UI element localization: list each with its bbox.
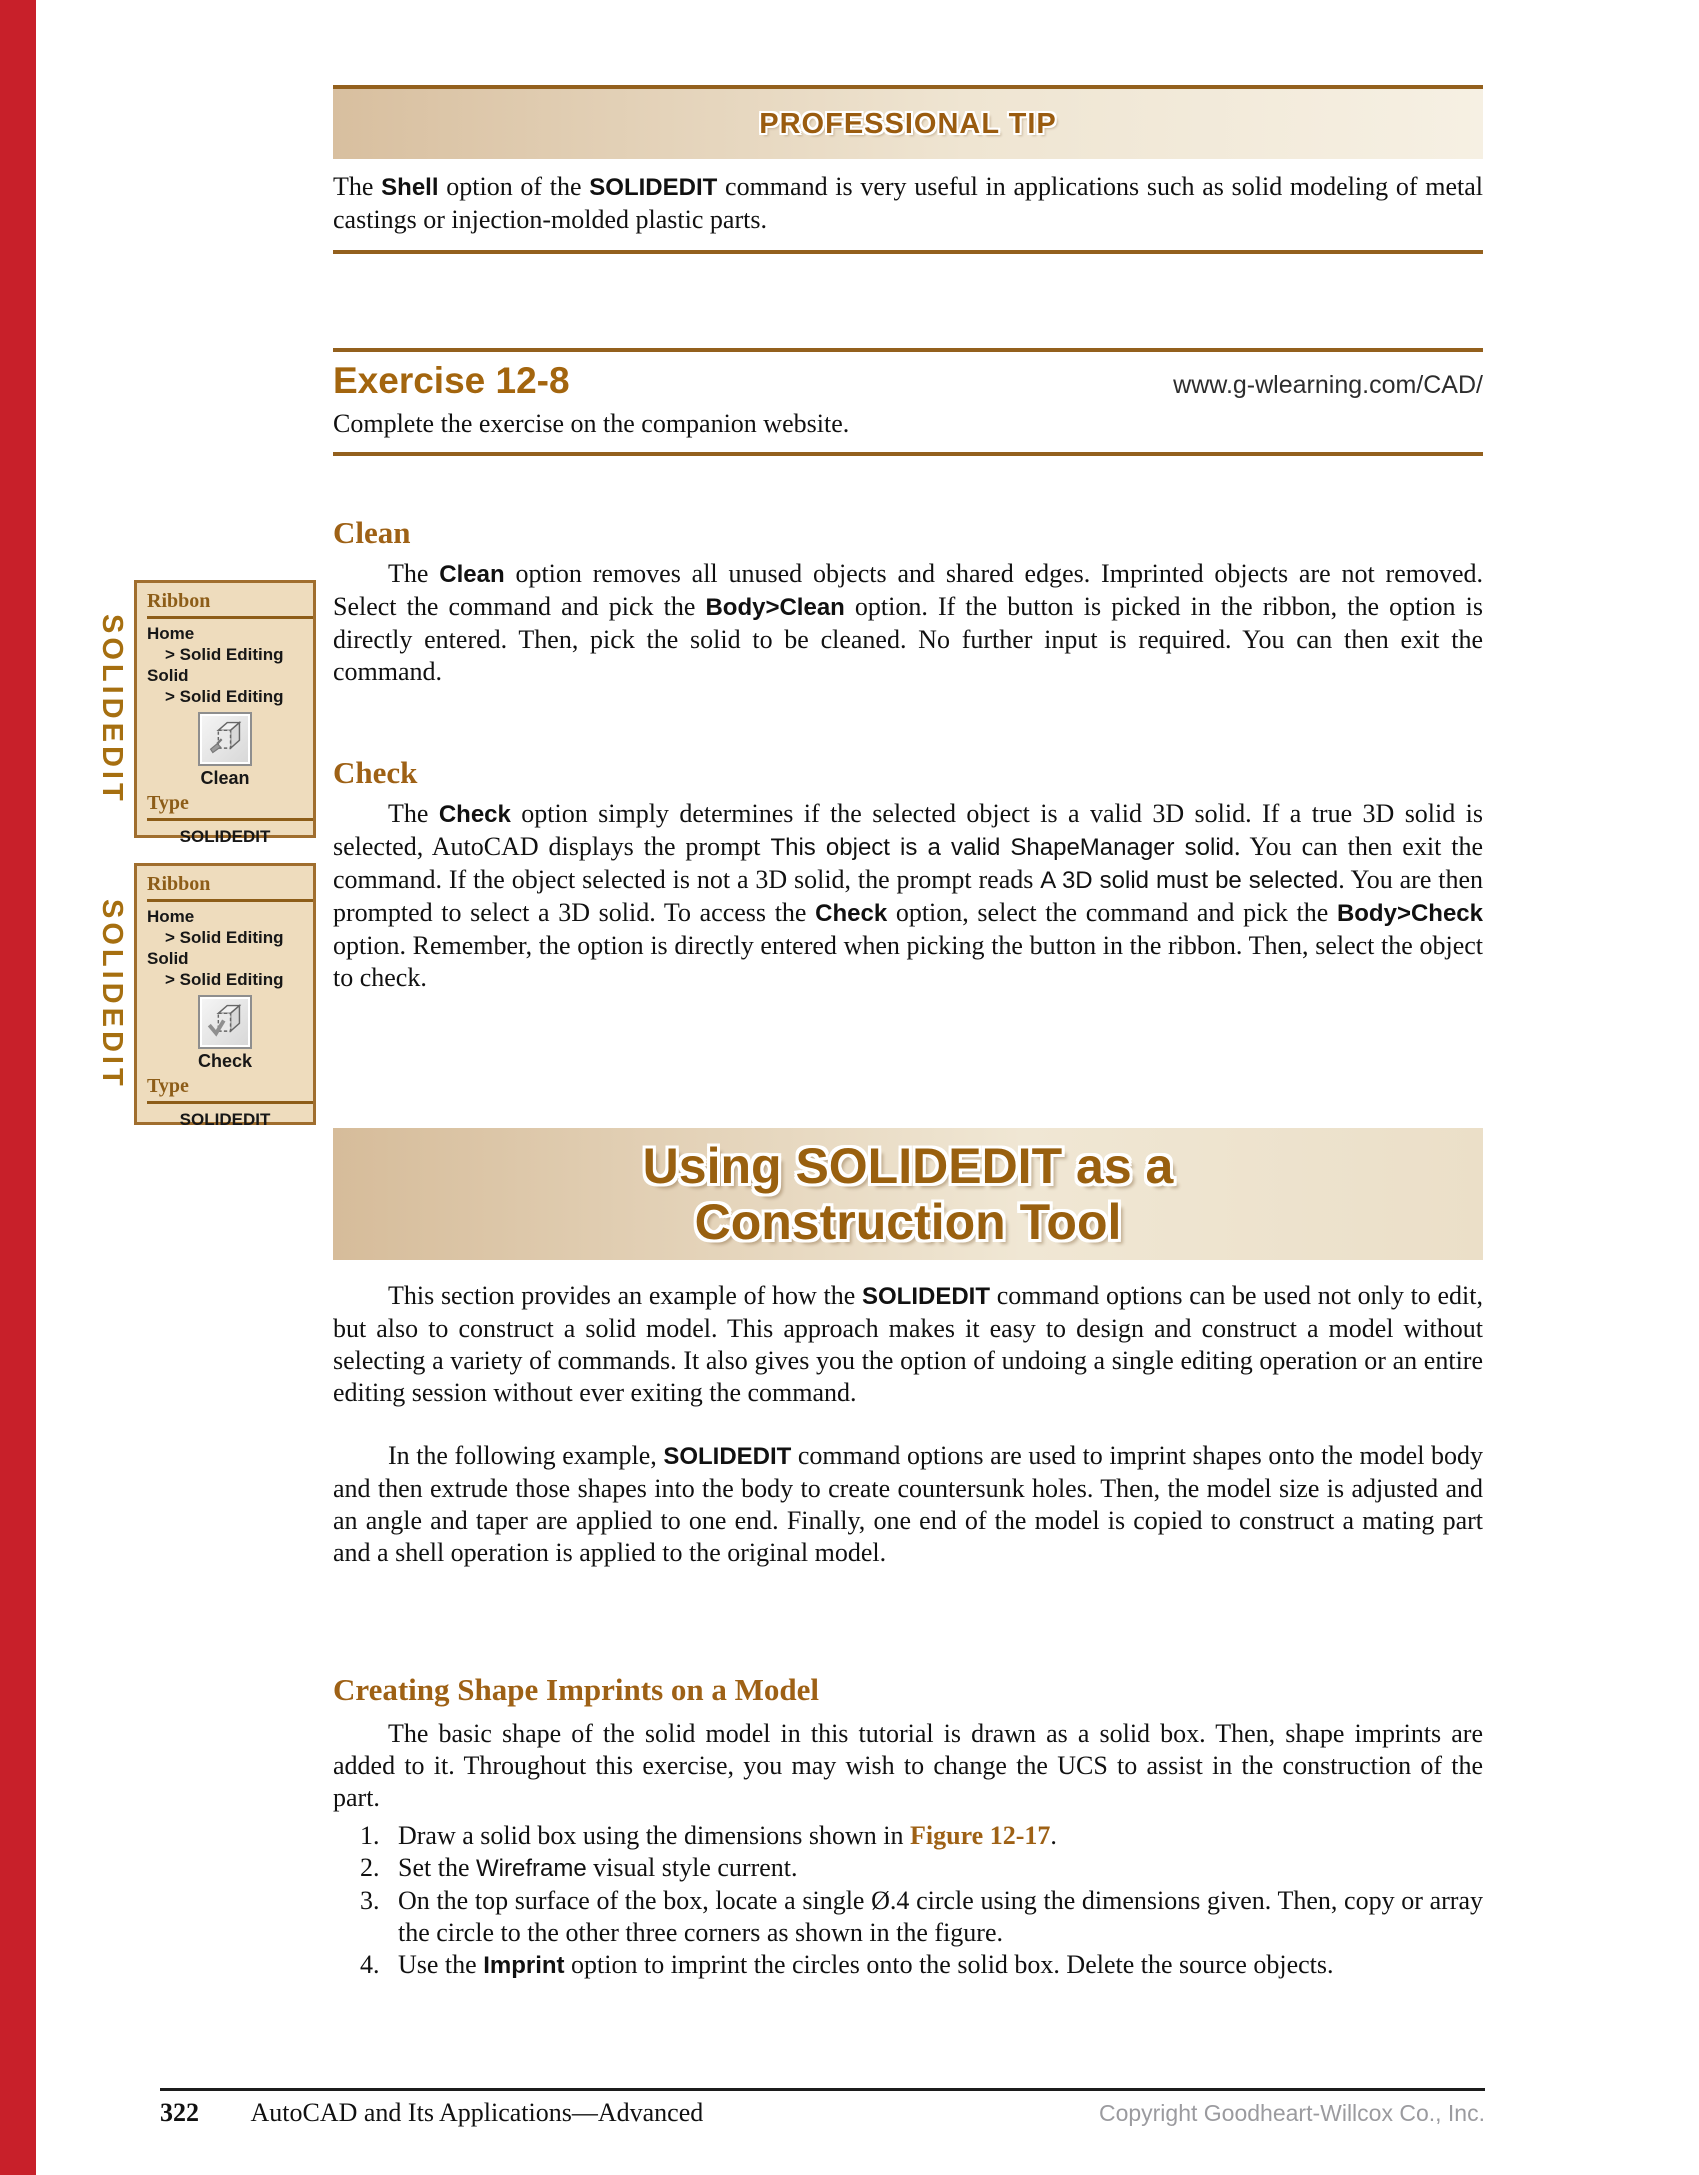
list-text: Draw a solid box using the dimensions shown in Figure 12-17. (398, 1821, 1057, 1850)
copyright-notice: Copyright Goodheart-Willcox Co., Inc. (1098, 2100, 1485, 2126)
numbered-list (333, 1820, 1483, 1982)
ribbon-path-line: Home (147, 624, 195, 643)
exercise-url-link[interactable]: www.g-wlearning.com/CAD/ (1173, 371, 1483, 399)
paragraph-check: The Check option simply determines if the selected object is a valid 3D solid. If a true 3D solid is selected, AutoCAD displays the prompt This object is a valid ShapeManager solid. You can then exit the command. If the object selected is not a 3D solid, the prompt reads A 3D solid must be selected. You are then prompted to select a 3D solid. To access the Check option, select the command and pick the Body>Check option. Remember, the option is directly entered when picking the button in the ribbon. Then, select the object to check. (333, 799, 1484, 992)
section-heading-check: Check (333, 755, 418, 790)
ribbon-path-line: Solid (147, 666, 189, 685)
ribbon-path-line: > Solid Editing (165, 645, 284, 664)
ribbon-label: Ribbon (147, 873, 211, 895)
type-label: Type (147, 792, 189, 814)
paragraph-clean: The Clean option removes all unused objects and shared edges. Imprinted objects are not removed. Select the command and pick the Body>Clean option. If the button is picked in the ribbon, the option is directly entered. Then, pick the solid to be cleaned. No further input is required. You can then exit the command. (333, 559, 1484, 686)
tool-label: Clean (200, 768, 250, 788)
professional-tip-card (333, 85, 1483, 254)
ribbon-path-line: > Solid Editing (165, 687, 284, 706)
ribbon-access-box-check (134, 863, 316, 1129)
type-underline (147, 1101, 313, 1104)
tool-label: Check (197, 1051, 253, 1071)
footer-rule (160, 2088, 1485, 2091)
list-text: Set the Wireframe visual style current. (398, 1853, 798, 1882)
ribbon-access-box-clean (134, 580, 316, 846)
check-tool-button (198, 995, 252, 1049)
banner-title-line1: Using SOLIDEDIT as a (642, 1138, 1174, 1194)
ribbon-path-line: Home (147, 907, 195, 926)
section-paragraph-2: In the following example, SOLIDEDIT command options are used to imprint shapes onto the model body and then extrude those shapes into the body to create countersunk holes. Then, the model size is adjusted and an angle and taper are applied to one end. Finally, one end of the model is copied to construct a mating part and a shell operation is applied to the original model. (333, 1441, 1483, 1567)
banner-title-line2: Construction Tool (694, 1194, 1122, 1250)
tip-body-text: The Shell option of the SOLIDEDIT command is very useful in applications such as solid modeling of metal castings or injection-molded plastic parts. (333, 172, 1484, 234)
type-command: SOLIDEDIT (179, 1110, 271, 1129)
solidedit-side-label: SOLIDEDIT (96, 613, 128, 805)
book-title: AutoCAD and Its Applications—Advanced (250, 2098, 704, 2127)
page-number: 322 (160, 2098, 199, 2127)
exercise-title: Exercise 12-8 (333, 360, 570, 401)
list-number: 1. (360, 1821, 380, 1850)
clean-solid-icon (205, 717, 245, 762)
professional-tip-banner (333, 89, 1483, 159)
solidedit-side-label: SOLIDEDIT (96, 898, 128, 1090)
ribbon-underline (147, 899, 313, 902)
ribbon-path-line: > Solid Editing (165, 970, 284, 989)
ribbon-underline (147, 616, 313, 619)
list-item (333, 1885, 1483, 1949)
check-solid-icon (205, 1000, 245, 1045)
ribbon-path-line: Solid (147, 949, 189, 968)
list-number: 4. (360, 1950, 380, 1979)
type-underline (147, 818, 313, 821)
exercise-rule-top (333, 348, 1483, 352)
ribbon-path-line: > Solid Editing (165, 928, 284, 947)
section-paragraph-1: This section provides an example of how the SOLIDEDIT command options can be used not only to edit, but also to construct a solid model. This approach makes it easy to design and construct a model without selecting a variety of commands. It also gives you the option of undoing a single editing operation or an entire editing session without ever exiting the command. (333, 1281, 1484, 1407)
subsection-heading-imprints: Creating Shape Imprints on a Model (333, 1672, 819, 1707)
type-label: Type (147, 1075, 189, 1097)
tip-rule-bottom (333, 250, 1483, 254)
list-text: On the top surface of the box, locate a single Ø.4 circle using the dimensions given. Then, copy or array the circle to the other three corners as shown in the figure. (398, 1886, 1483, 1947)
exercise-body-text: Complete the exercise on the companion website. (333, 409, 850, 438)
list-number: 2. (360, 1853, 380, 1882)
type-command: SOLIDEDIT (179, 827, 271, 846)
page-footer (160, 2098, 1485, 2128)
list-text: Use the Imprint option to imprint the circles onto the solid box. Delete the source objects. (398, 1950, 1334, 1979)
paragraph-imprints: The basic shape of the solid model in this tutorial is drawn as a solid box. Then, shape imprints are added to it. Throughout this exercise, you may wish to change the UCS to assist in the construction of the part. (333, 1719, 1483, 1812)
page-edge-tab (0, 0, 36, 2175)
list-item (333, 1949, 1483, 1982)
clean-tool-button (198, 712, 252, 766)
list-item (333, 1852, 1483, 1885)
exercise-rule-bottom (333, 452, 1483, 456)
list-item (333, 1820, 1483, 1852)
list-number: 3. (360, 1886, 380, 1915)
section-banner (333, 1128, 1483, 1260)
exercise-card (333, 348, 1483, 456)
ribbon-label: Ribbon (147, 590, 211, 612)
section-heading-clean: Clean (333, 515, 411, 550)
professional-tip-label: PROFESSIONAL TIP (759, 107, 1057, 140)
